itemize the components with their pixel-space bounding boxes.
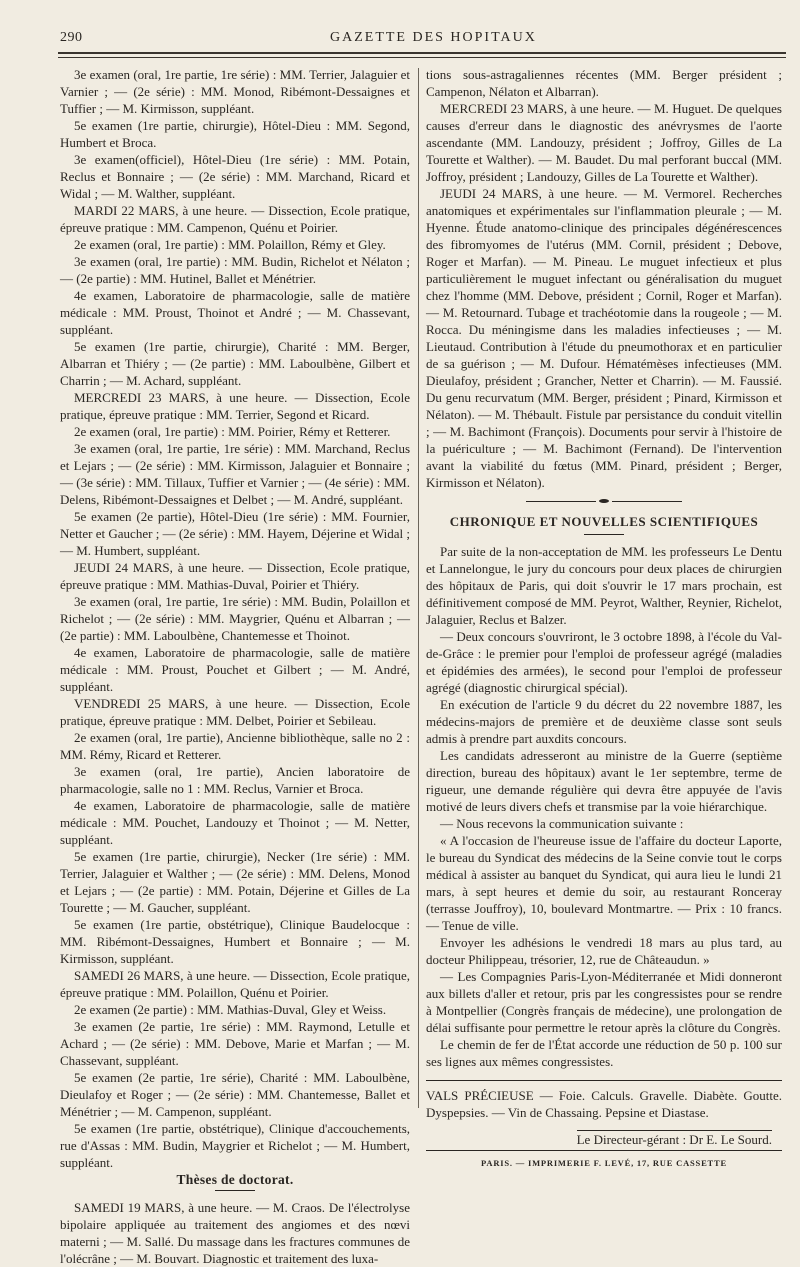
paragraph: 3e examen (oral, 1re partie), Ancien laboratoire de pharmacologie, salle no 1 : MM. Reclus, Varnier et Broca. [60, 764, 410, 796]
paragraph: 5e examen (1re partie, chirurgie), Charité : MM. Berger, Albarran et Thiéry ; — (2e partie) : MM. Laboulbène, Gilbert et Charrin ; — M. Achard, suppléant. [60, 339, 410, 388]
paragraph: 4e examen, Laboratoire de pharmacologie, salle de matière médicale : MM. Proust, Thoinot et André ; — M. Chassevant, suppléant. [60, 288, 410, 337]
paragraph: 5e examen (1re partie, obstétrique), Clinique Baudelocque : MM. Ribémont-Dessaignes, Humbert et Bonnaire ; — M. Kirmisson, suppléant. [60, 917, 410, 966]
paragraph: 3e examen (2e partie, 1re série) : MM. Raymond, Letulle et Achard ; — (2e série) : MM. Debove, Marie et Marfan ; — M. Chassevant, suppléant. [60, 1019, 410, 1068]
paragraph: — Deux concours s'ouvriront, le 3 octobre 1898, à l'école du Val-de-Grâce : le premier pour l'emploi de professeur agrégé (maladies et épidémies des armées), le second pour l'emploi de professeur agrégé (diagnostic chirurgical spécial). [426, 629, 782, 695]
paragraph: SAMEDI 26 MARS, à une heure. — Dissection, Ecole pratique, épreuve pratique : MM. Polaillon, Quénu et Poirier. [60, 968, 410, 1000]
signature: Le Directeur-gérant : Dr E. Le Sourd. [576, 1132, 772, 1147]
ornament-divider [426, 499, 782, 503]
footer-rule [426, 1150, 782, 1151]
ornament-dot [599, 499, 609, 503]
section-divider [584, 534, 624, 535]
paragraph: SAMEDI 19 MARS, à une heure. — M. Craos. De l'électrolyse bipolaire appliquée au traitement des angiomes et des nœvi materni ; — M. Sallé. Du massage dans les fractures communes de l'olécrâne ; — M. Bouvart. Diagnostic et traitement des luxa- [60, 1200, 410, 1266]
paragraph: — Nous recevons la communication suivante : [440, 816, 684, 831]
printer-imprint: PARIS. — IMPRIMERIE F. LEVÉ, 17, RUE CASSETTE [481, 1158, 727, 1168]
paragraph: MERCREDI 23 MARS, à une heure. — M. Huguet. De quelques causes d'erreur dans le diagnostic des anévrysmes de l'aorte ascendante (MM. Landouzy, président ; Joffroy, Gilles de La Tourette et Walther). — M. Baudet. Du mal perforant buccal (MM. Joffroy, président ; Landouzy, Gilles de La Tourette et Walther). [426, 101, 782, 184]
paragraph: Le chemin de fer de l'État accorde une réduction de 50 p. 100 sur ses lignes aux mêmes congressistes. [426, 1037, 782, 1069]
paragraph: Par suite de la non-acceptation de MM. les professeurs Le Dentu et Lannelongue, le jury du concours pour deux places de chirurgien des hôpitaux de Paris, qui doit s'ouvrir le 17 mars prochain, est définitivement composé de MM. Peyrot, Walther, Reynier, Richelot, Jalaguier, Reclus et Balzer. [426, 544, 782, 627]
header-rule [58, 52, 786, 58]
left-column [60, 66, 410, 1267]
paragraph: 5e examen (1re partie, chirurgie), Necker (1re série) : MM. Terrier, Jalaguier et Walther ; — (2e série) : MM. Delens, Monod et Lejars ; — (2e partie) : MM. Potain, Déjerine et Gilles de La Tourette ; — M. Gaucher, suppléant. [60, 849, 410, 915]
column-rule [418, 68, 419, 1108]
paragraph: 2e examen (oral, 1re partie), Ancienne bibliothèque, salle no 2 : MM. Rémy, Ricard et Retterer. [60, 730, 410, 762]
paragraph: VENDREDI 25 MARS, à une heure. — Dissection, Ecole pratique, épreuve pratique : MM. Delbet, Poirier et Sebileau. [60, 696, 410, 728]
ornament-line [526, 501, 596, 502]
paragraph: Envoyer les adhésions le vendredi 18 mars au plus tard, au docteur Philippeau, trésorier, 12, rue de Châteaudun. » [426, 935, 782, 967]
advert-rule [426, 1080, 782, 1081]
paragraph: Les candidats adresseront au ministre de la Guerre (septième direction, bureau des hôpitaux) avant le 1er septembre, terme de rigueur, une demande régulière qui devra être appuyée de l'avis motivé de leurs divers chefs et transmise par la voie hiérarchique. [426, 748, 782, 814]
paragraph: 3e examen (oral, 1re partie, 1re série) : MM. Terrier, Jalaguier et Varnier ; — (2e série) : MM. Monod, Ribémont-Dessaignes et Tuffier ; — M. Kirmisson, suppléant. [60, 67, 410, 116]
paragraph: 5e examen (2e partie), Hôtel-Dieu (1re série) : MM. Fournier, Netter et Gaucher ; — (2e série) : MM. Hayem, Déjerine et Widal ; — M. Humbert, suppléant. [60, 509, 410, 558]
paragraph: tions sous-astragaliennes récentes (MM. Berger président ; Campenon, Nélaton et Albarran). [426, 67, 782, 99]
paragraph: 2e examen (oral, 1re partie) : MM. Poirier, Rémy et Retterer. [74, 424, 391, 439]
paragraph: 5e examen (2e partie, 1re série), Charité : MM. Laboulbène, Dieulafoy et Roger ; — (2e série) : MM. Chantemesse, Ballet et Ménétrier ; — M. Campenon, suppléant. [60, 1070, 410, 1119]
paragraph: JEUDI 24 MARS, à une heure. — Dissection, Ecole pratique, épreuve pratique : MM. Mathias-Duval, Poirier et Thiéry. [60, 560, 410, 592]
paragraph: 2e examen (oral, 1re partie) : MM. Polaillon, Rémy et Gley. [74, 237, 386, 252]
paragraph: 2e examen (2e partie) : MM. Mathias-Duval, Gley et Weiss. [74, 1002, 387, 1017]
right-column [426, 66, 782, 1172]
paragraph: 5e examen (1re partie, chirurgie), Hôtel-Dieu : MM. Segond, Humbert et Broca. [60, 118, 410, 150]
signature-block [426, 1131, 782, 1148]
page-number: 290 [60, 30, 83, 45]
paragraph: JEUDI 24 MARS, à une heure. — M. Vermorel. Recherches anatomiques et expérimentales sur l'inflammation pleurale ; — M. Hyenne. Étude anatomo-clinique des principales dégénérescences des fibromyomes de l'utérus (MM. Cornil, président ; Debove, Roger et Marfan). — M. Pineau. Le muguet infectieux et plus particulièrement le muguet infectant ou généralisation du muguet chez l'homme (MM. Debove, président ; Cornil, Roger et Marfan). — M. Retournard. Tubage et trachéotomie dans la rougeole ; — M. Rocca. Du méningisme dans les maladies infectieuses ; — M. Lieutaud. Contribution à l'étude du pneumothorax et en particulier de sa guérison ; — M. Dufour. Hématémèses infectieuses (MM. Dieulafoy, président ; Grancher, Netter et Charrin). — M. Faussié. Du genu recurvatum (MM. Berger, président ; Pinard, Kirmisson et Nélaton). — M. Thébault. Fistule par persistance du conduit vitellin ; — M. Bachimont (François). Documents pour servir à l'histoire de la puériculture ; — M. Bachimont (Fernand). De l'intervention avant la viabilité du fœtus (MM. Pinard, président ; Berger, Kirmisson et Nélaton). [426, 186, 782, 490]
paragraph: 3e examen (oral, 1re partie) : MM. Budin, Richelot et Nélaton ; — (2e partie) : MM. Hutinel, Ballet et Ménétrier. [60, 254, 410, 286]
advertisement: VALS PRÉCIEUSE — Foie. Calculs. Gravelle. Diabète. Goutte. Dyspepsies. — Vin de Chassaing. Pepsine et Diastase. [426, 1088, 782, 1120]
paragraph: 3e examen (oral, 1re partie, 1re série) : MM. Budin, Polaillon et Richelot ; — (2e série) : MM. Maygrier, Quénu et Albarran ; — (2e partie) : MM. Laboulbène, Chantemesse et Thoinot. [60, 594, 410, 643]
running-head: GAZETTE DES HOPITAUX [330, 30, 537, 45]
paragraph: 3e examen(officiel), Hôtel-Dieu (1re série) : MM. Potain, Reclus et Bonnaire ; — (2e série) : MM. Marchand, Ricard et Widal ; — M. Walther, suppléant. [60, 152, 410, 201]
theses-heading: Thèses de doctorat. [176, 1172, 294, 1187]
paragraph: En exécution de l'article 9 du décret du 22 novembre 1887, les médecins-majors de première et de deuxième classe sont seuls admis à prendre part auxdits concours. [426, 697, 782, 746]
section-divider [215, 1190, 255, 1191]
paragraph: 4e examen, Laboratoire de pharmacologie, salle de matière médicale : MM. Proust, Pouchet et Gilbert ; — M. André, suppléant. [60, 645, 410, 694]
paragraph: MERCREDI 23 MARS, à une heure. — Dissection, Ecole pratique, épreuve pratique : MM. Terrier, Segond et Ricard. [60, 390, 410, 422]
paragraph: 3e examen (oral, 1re partie, 1re série) : MM. Marchand, Reclus et Lejars ; — (2e série) : MM. Kirmisson, Jalaguier et Bonnaire ; — (3e série) : MM. Tillaux, Tuffier et Varnier ; — (4e série) : MM. Delens, Ribémont-Dessaignes et Delbet ; — M. André, suppléant. [60, 441, 410, 507]
paragraph: 5e examen (1re partie, obstétrique), Clinique d'accouchements, rue d'Assas : MM. Budin, Maygrier et Richelot ; — M. Humbert, suppléant. [60, 1121, 410, 1170]
chronique-heading: CHRONIQUE ET NOUVELLES SCIENTIFIQUES [449, 514, 759, 529]
paragraph: — Les Compagnies Paris-Lyon-Méditerranée et Midi donneront aux billets d'aller et retour, pris par les congressistes pour se rendre à Montpellier (Congrès français de médecine), une prolongation de délai suffisante pour permettre le retour après la clôture du Congrès. [426, 969, 782, 1035]
ornament-line [612, 501, 682, 502]
paragraph: 4e examen, Laboratoire de pharmacologie, salle de matière médicale : MM. Pouchet, Landouzy et Thoinot ; — M. Netter, suppléant. [60, 798, 410, 847]
paragraph: MARDI 22 MARS, à une heure. — Dissection, Ecole pratique, épreuve pratique : MM. Campenon, Quénu et Poirier. [60, 203, 410, 235]
paragraph: « A l'occasion de l'heureuse issue de l'affaire du docteur Laporte, le bureau du Syndicat des médecins de la Seine convie tout le corps médical à assister au banquet du Syndicat, qui aura lieu le lundi 21 mars, à sept heures et demie du soir, au restaurant Ronceray (terrasse Jouffroy), 10, boulevard Montmartre. — Prix : 10 francs. — Tenue de ville. [426, 833, 782, 933]
